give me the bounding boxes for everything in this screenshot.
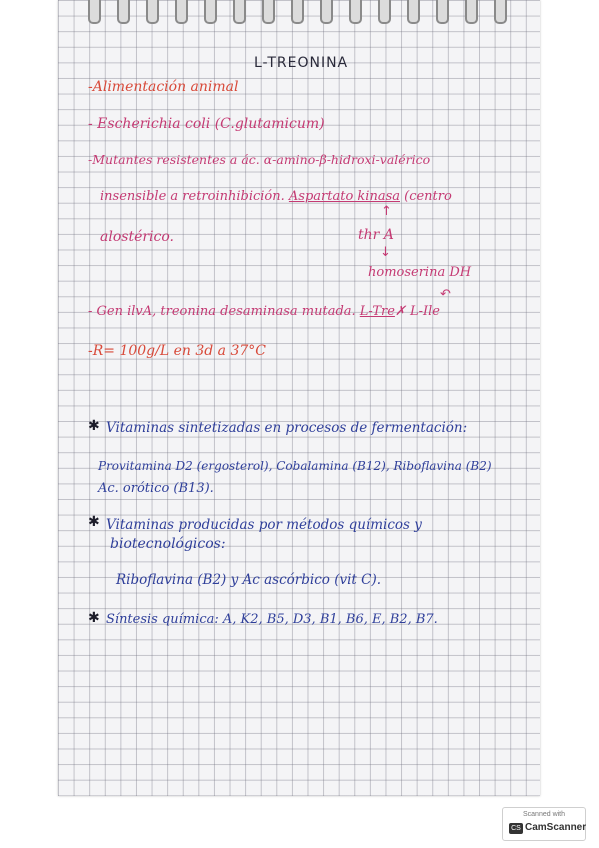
note-line-rendimiento: -R= 100g/L en 3d a 37°C <box>88 343 266 359</box>
arrow-up-icon: ↑ <box>381 204 392 219</box>
l-ile-text: L-Ile <box>405 304 440 319</box>
homoserina-label: homoserina DH <box>368 265 472 280</box>
gen-ilva-text: - Gen ilvA, treonina desaminasa mutada. <box>88 304 360 319</box>
arrow-down-icon: ↓ <box>380 245 391 260</box>
note-line-insensible <box>100 188 452 206</box>
badge-caption: Scanned with <box>522 811 566 818</box>
bullet-icon: ✱ <box>88 610 100 626</box>
page-title: L-TREONINA <box>254 55 349 71</box>
note-line-vitaminas-quimicos: Vitaminas producidas por métodos químicos y <box>106 517 422 533</box>
insensible-text: insensible a retroinhibición. <box>100 189 289 204</box>
note-line-mutantes: -Mutantes resistentes a ác. α-amino-β-hidroxi-valérico <box>88 152 431 167</box>
l-tre-text: L-Tre <box>359 304 395 319</box>
note-line-alimentacion: -Alimentación animal <box>88 79 239 95</box>
inhibit-icon: ✗ <box>394 304 406 319</box>
note-line-provitamina: Provitamina D2 (ergosterol), Cobalamina (B12), Riboflavina (B2) <box>98 459 492 473</box>
thr-a-label: thr A <box>358 227 394 243</box>
aspartato-kinasa-text: Aspartato kinasa <box>288 189 400 204</box>
badge-brand-name: CamScanner <box>525 822 587 833</box>
note-line-ac-orotico: Ac. orótico (B13). <box>98 481 214 496</box>
bullet-icon: ✱ <box>88 418 100 434</box>
notebook-page <box>58 0 540 796</box>
bullet-icon: ✱ <box>88 514 100 530</box>
note-line-ecoli: - Escherichia coli (C.glutamicum) <box>88 116 325 132</box>
note-line-riboflavina: Riboflavina (B2) y Ac ascórbico (vit C). <box>116 572 382 588</box>
note-line-vitaminas-fermentacion: Vitaminas sintetizadas en procesos de fermentación: <box>106 420 468 436</box>
note-line-biotecnologicos: biotecnológicos: <box>110 536 226 552</box>
spiral-binding <box>58 0 540 26</box>
note-line-gen-ilva <box>88 303 440 321</box>
centro-text: (centro <box>400 189 452 204</box>
camscanner-logo-icon: CS <box>509 823 523 834</box>
curved-arrow-icon: ↶ <box>440 287 451 302</box>
note-line-sintesis-quimica: Síntesis química: A, K2, B5, D3, B1, B6, E, B2, B7. <box>106 612 438 627</box>
note-line-alosterico: alostérico. <box>100 229 174 245</box>
camscanner-badge <box>502 807 586 841</box>
